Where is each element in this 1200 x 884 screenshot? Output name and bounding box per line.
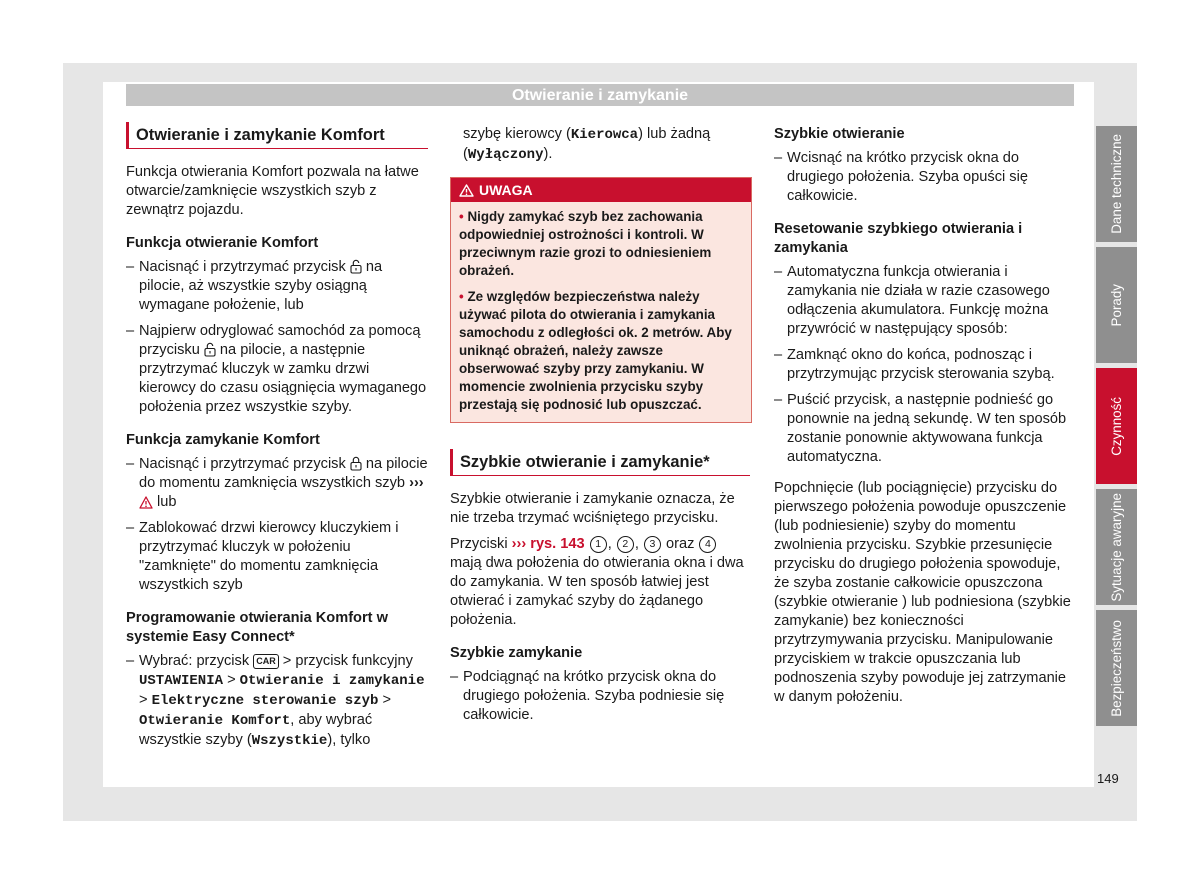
section-header [126,84,1074,106]
figure-reference: ››› rys. 143 [511,536,585,552]
unlock-icon [204,342,216,357]
callout-1: 1 [590,536,607,553]
buttons-paragraph: Przyciski ››› rys. 143 1 , 2 , 3 oraz 4 mają dwa położenia do otwierania okna i dwa do zamykania. W ten sposób łatwiej jest otwierać i zamykać szyby do żądanego położenia. [450,536,744,628]
column-1 [126,122,428,758]
continued-text: szybę kierowcy (Kierowca) lub żadną (Wyłączony). [463,126,711,163]
section-header-title: Otwieranie i zamykanie [511,87,689,104]
heading-quick-open-close: Szybkie otwieranie i zamykanie* [450,449,750,476]
side-tab-operation[interactable]: Czynność [1096,368,1137,484]
warning-triangle-icon [139,496,153,509]
warning-item: • Nigdy zamykać szyb bez zachowania odpowiedniej ostrożności i kontroli. W przeciwnym razie grozi to odniesieniem obrażeń. [459,209,712,278]
explanation-paragraph: Popchnięcie (lub pociągnięcie) przycisku do pierwszego położenia powoduje opuszczenie (lub podniesienie) szyby do momentu zwolnienia przycisku. Szybkie przesunięcie przycisku do drugiego położenia spowoduje, że szyba zostanie całkowicie opuszczona (szybkie otwieranie ) lub podniesiona (szybkie zamykanie) bez konieczności przytrzymywania przycisku. Manipulowanie przyciskiem w trakcie opuszczania lub podnoszenia szyby powoduje jej zatrzymanie w danym położeniu. [774,480,1071,705]
callout-2: 2 [617,536,634,553]
warning-body [451,202,751,422]
subheading-reset: Resetowanie szybkiego otwierania i zamykania [774,221,1023,256]
list-item: – Automatyczna funkcja otwierania i zamykania nie działa w razie czasowego odłączenia akumulatora. Funkcję można przywrócić w następujący sposób: [774,263,1074,339]
list-item: – Zamknąć okno do końca, podnosząc i przytrzymując przycisk sterowania szybą. [774,346,1074,384]
warning-item: • Ze względów bezpieczeństwa należy używać pilota do otwierania i zamykania samochodu z odległości ok. 2 metrów. Aby uniknąć obrażeń, należy zawsze obserwować szyby przy zamykaniu. W momencie zwolnienia przycisku szyby przestają się podnosić lub opuszczać. [459,289,732,412]
callout-3: 3 [644,536,661,553]
page-number: 149 [1097,771,1119,786]
warning-triangle-icon [459,184,474,197]
subheading-comfort-open: Funkcja otwieranie Komfort [126,235,319,251]
warning-box [450,177,752,423]
subheading-quick-close: Szybkie zamykanie [450,645,583,661]
unlock-icon [350,259,362,274]
list-item: – Nacisnąć i przytrzymać przycisk na pilocie, aż wszystkie szyby osiągną wymagane położenie, lub [126,258,428,315]
subheading-comfort-close: Funkcja zamykanie Komfort [126,432,320,448]
list-item: – Wybrać: przycisk CAR > przycisk funkcyjny USTAWIENIA > Otwieranie i zamykanie > Elektryczne sterowanie szyb > Otwieranie Komfort, aby wybrać wszystkie szyby (Wszystkie), tylko [126,652,428,751]
side-tab-tips[interactable]: Porady [1096,247,1137,363]
list-item: – Najpierw odryglować samochód za pomocą przycisku na pilocie, a następnie przytrzymać kluczyk w zamku drzwi kierowcy do czasu osiągnięcia wymaganego położenia przez wszystkie szyby. [126,322,428,417]
column-3 [774,122,1074,714]
side-tab-safety[interactable]: Bezpieczeństwo [1096,610,1137,726]
side-tab-technical-data[interactable]: Dane techniczne [1096,126,1137,242]
subheading-easy-connect: Programowanie otwierania Komfort w systemie Easy Connect* [126,610,388,645]
column-2 [450,122,750,732]
callout-4: 4 [699,536,716,553]
lock-icon [350,456,362,471]
reference-arrow: ››› [409,475,424,491]
list-item: – Podciągnąć na krótko przycisk okna do drugiego położenia. Szyba podniesie się całkowicie. [450,668,750,725]
warning-header: UWAGA [451,178,751,202]
side-tab-emergencies[interactable]: Sytuacje awaryjne [1096,489,1137,605]
heading-comfort: Otwieranie i zamykanie Komfort [126,122,428,149]
list-item: – Nacisnąć i przytrzymać przycisk na pilocie do momentu zamknięcia wszystkich szyb ››› lub [126,455,428,512]
quick-intro: Szybkie otwieranie i zamykanie oznacza, że nie trzeba trzymać wciśniętego przycisku. [450,491,735,526]
list-item: – Puścić przycisk, a następnie podnieść go ponownie na jedną sekundę. W ten sposób zostanie ponownie aktywowana funkcja automatyczna. [774,391,1074,467]
subheading-quick-open: Szybkie otwieranie [774,126,905,142]
list-item: – Zablokować drzwi kierowcy kluczykiem i przytrzymać kluczyk w położeniu "zamknięte" do momentu zamknięcia wszystkich szyb [126,519,428,595]
comfort-intro: Funkcja otwierania Komfort pozwala na łatwe otwarcie/zamknięcie wszystkich szyb z zewnątrz pojazdu. [126,164,419,218]
list-item: – Wcisnąć na krótko przycisk okna do drugiego położenia. Szyba opuści się całkowicie. [774,149,1074,206]
car-key-icon: CAR [253,654,279,669]
